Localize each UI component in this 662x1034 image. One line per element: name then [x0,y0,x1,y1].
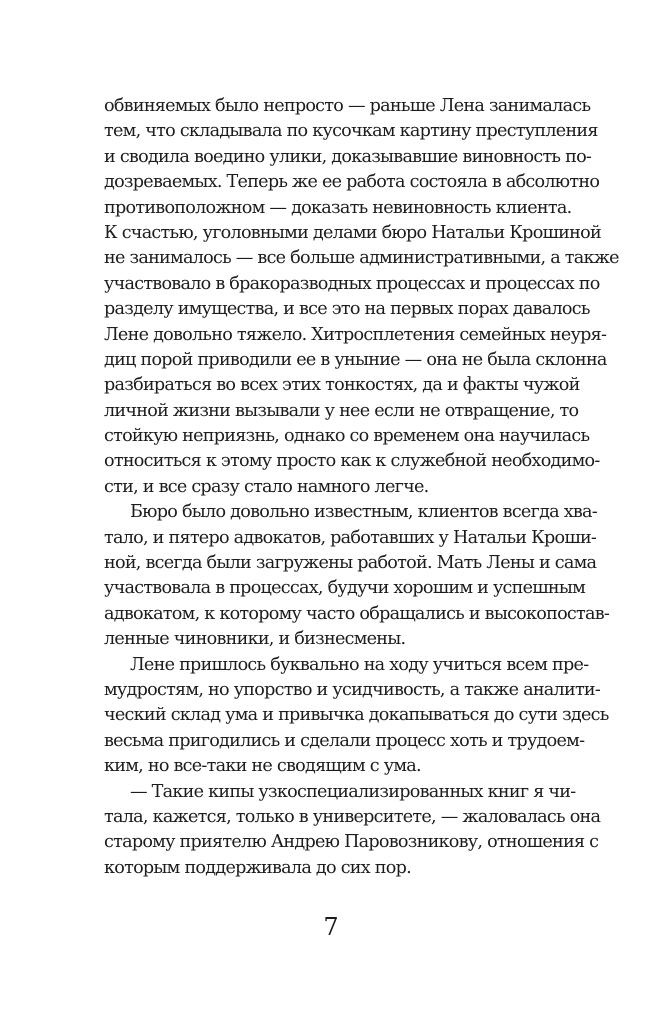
text-line: обвиняемых было непросто — раньше Лена занималась [104,96,591,116]
text-line: не занималось — все больше административными, а также [104,248,619,269]
paragraph [104,94,619,500]
paragraph [104,653,609,780]
text-line: диц порой приводили ее в уныние — она не была склонна [104,349,607,370]
text-line: старому приятелю Андрею Паровозникову, отношения с [104,832,599,853]
text-line: тала, кажется, только в университете, — жаловалась она [104,806,601,827]
text-line: относиться к этому просто как к служебной необходимо- [104,451,600,472]
text-line: сти, и все сразу стало намного легче. [104,476,429,497]
text-line: К счастью, уголовными делами бюро Натальи Крошиной [104,222,601,243]
text-line: мудростям, но упорство и усидчивость, а также аналити- [104,679,601,700]
text-line: адвокатом, к которому часто обращались и высокопостав- [104,603,610,624]
body-text [104,94,619,881]
text-line: тем, что складывала по кусочкам картину преступления [104,121,598,142]
text-line: Лене довольно тяжело. Хитросплетения семейных неуря- [104,324,607,345]
text-line: личной жизни вызывали у нее если не отвращение, то [104,400,579,421]
text-line: Бюро было довольно известным, клиентов всегда хва- [130,502,597,523]
text-line: разбираться во всех этих тонкостях, да и факты чужой [104,375,580,396]
text-line: противоположном — доказать невиновность клиента. [104,197,572,218]
paragraph [104,780,601,882]
text-line: дозреваемых. Теперь же ее работа состояла в абсолютно [104,172,600,193]
text-line: которым поддерживала до сих пор. [104,857,411,878]
text-line: весьма пригодились и сделали процесс хоть и трудоем- [104,730,585,751]
text-line: разделу имущества, и все это на первых порах давалось [104,299,590,320]
text-line: и сводила воедино улики, доказывавшие виновность по- [104,146,592,167]
text-line: тало, и пятеро адвокатов, работавших у Натальи Кроши- [104,527,597,548]
text-line: — Такие кипы узкоспециализированных книг я чи- [130,781,576,802]
text-line: участвовала в процессах, будучи хорошим и успешным [104,578,586,599]
text-line: ческий склад ума и привычка докапываться до сути здесь [104,705,609,726]
paragraph [104,500,610,652]
text-line: участвовало в бракоразводных процессах и процессах по [104,273,600,294]
text-line: ленные чиновники, и бизнесмены. [104,629,406,650]
page-number: 7 [323,913,339,941]
text-line: стойкую неприязнь, однако со временем она научилась [104,426,590,447]
text-line: ким, но все-таки не сводящим с ума. [104,756,421,777]
text-line: ной, всегда были загружены работой. Мать Лены и сама [104,553,597,574]
text-line: Лене пришлось буквально на ходу учиться всем пре- [130,654,589,675]
